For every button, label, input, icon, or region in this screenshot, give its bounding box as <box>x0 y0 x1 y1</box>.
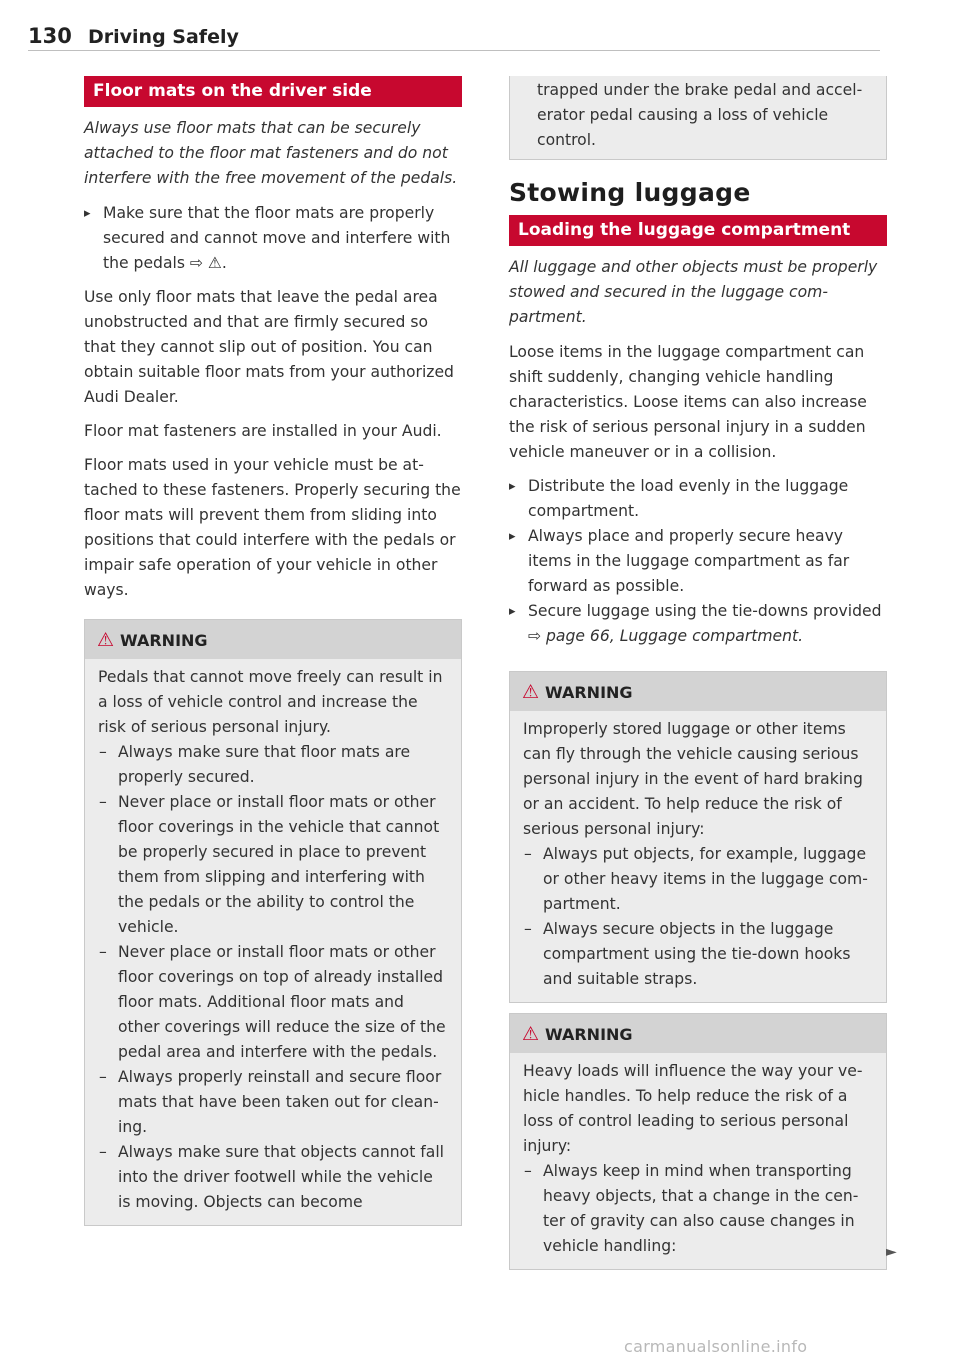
warning-title: WARNING <box>545 1025 633 1044</box>
warning-item: – Always secure objects in the luggage compartment using the tie-down hooks and suitable straps. <box>523 917 874 992</box>
section-title: Driving Safely <box>88 26 239 48</box>
luggage-paragraph: Loose items in the luggage compartment can shift suddenly, changing vehicle handling characteristics. Loose items can also increase the risk of serious personal injury in a sudden vehicle maneuver or in a collision. <box>509 343 867 461</box>
warning-triangle-icon: ⚠ <box>522 1023 540 1045</box>
floor-mats-warning-box <box>84 619 462 1226</box>
floor-mats-step: ▸ Make sure that the floor mats are properly secured and cannot move and interfere with the pedals ⇨ ⚠. <box>84 201 462 276</box>
stowing-luggage-heading: Stowing luggage <box>509 178 751 207</box>
warning-title: WARNING <box>120 631 208 650</box>
warning-item: – Never place or install floor mats or other floor coverings on top of already installed floor mats. Additional floor mats and other coverings will reduce the size of the pedal area and interfere with the pedals. <box>98 940 449 1065</box>
floor-mats-heading: Floor mats on the driver side <box>84 76 462 107</box>
warning-continuation-box <box>509 76 887 160</box>
warning-text: Improperly stored luggage or other items can fly through the vehicle causing serious personal injury in the event of hard braking or an accident. To help reduce the risk of serious personal injury: <box>523 720 863 838</box>
warning-item: – Always put objects, for example, luggage or other heavy items in the luggage compartment. <box>523 842 874 917</box>
floor-mats-paragraph-2: Floor mat fasteners are installed in your Audi. <box>84 422 442 440</box>
luggage-step <box>509 599 887 649</box>
warning-item: – Never place or install floor mats or other floor coverings in the vehicle that cannot be properly secured in place to prevent them from slipping and interfering with the pedals or the ability to control the vehicle. <box>98 790 449 940</box>
warning-item: – Always make sure that objects cannot fall into the driver footwell while the vehicle is moving. Objects can become <box>98 1140 449 1215</box>
luggage-step: ▸ Distribute the load evenly in the luggage compartment. <box>509 474 887 524</box>
luggage-step-text: Secure luggage using the tie-downs provided ⇨ <box>528 602 882 645</box>
warning-header <box>85 620 461 659</box>
warning-title: WARNING <box>545 683 633 702</box>
warning-item: – Always properly reinstall and secure floor mats that have been taken out for cleaning. <box>98 1065 449 1140</box>
warning-header <box>510 672 886 711</box>
warning-header <box>510 1014 886 1053</box>
luggage-warning-box <box>509 671 887 1003</box>
watermark: carmanualsonline.info <box>624 1337 808 1356</box>
luggage-intro: All luggage and other objects must be properly stowed and secured in the luggage compartment. <box>509 258 878 326</box>
warning-text: Pedals that cannot move freely can result in a loss of vehicle control and increase the risk of serious personal injury. <box>98 668 443 736</box>
warning-body <box>85 659 461 1225</box>
warning-text: Heavy loads will influence the way your vehicle handles. To help reduce the risk of a loss of control leading to serious personal injury: <box>523 1062 863 1155</box>
floor-mats-paragraph-1: Use only floor mats that leave the pedal area unobstructed and that are firmly secured so that they cannot slip out of position. You can obtain suitable floor mats from your authorized Audi Dealer. <box>84 288 454 406</box>
warning-triangle-icon: ⚠ <box>97 629 115 651</box>
luggage-step: ▸ Always place and properly secure heavy items in the luggage compartment as far forward as possible. <box>509 524 887 599</box>
warning-item: – Always make sure that floor mats are properly secured. <box>98 740 449 790</box>
right-column <box>509 76 887 1270</box>
warning-body <box>510 711 886 1002</box>
warning-continuation-text: trapped under the brake pedal and accelerator pedal causing a loss of vehicle control. <box>537 81 863 149</box>
warning-triangle-icon: ⚠ <box>522 681 540 703</box>
floor-mats-paragraph-3: Floor mats used in your vehicle must be attached to these fasteners. Properly securing the floor mats will prevent them from sliding into positions that could interfere with the pedals or impair safe operation of your vehicle in other ways. <box>84 456 461 599</box>
luggage-compartment-heading: Loading the luggage compartment <box>509 215 887 246</box>
left-column <box>84 76 462 1226</box>
warning-body <box>510 1053 886 1269</box>
floor-mats-intro: Always use floor mats that can be securely attached to the floor mat fasteners and do not interfere with the free movement of the pedals. <box>84 119 458 187</box>
heavy-loads-warning-box <box>509 1013 887 1270</box>
next-page-arrow-icon[interactable]: ► <box>886 1244 897 1260</box>
page-number: 130 <box>28 24 72 48</box>
warning-item: – Always keep in mind when transporting heavy objects, that a change in the center of gravity can also cause changes in vehicle handling: <box>523 1159 874 1259</box>
page-header <box>28 24 880 51</box>
page-reference-link[interactable]: page 66, Luggage compartment. <box>546 627 804 645</box>
